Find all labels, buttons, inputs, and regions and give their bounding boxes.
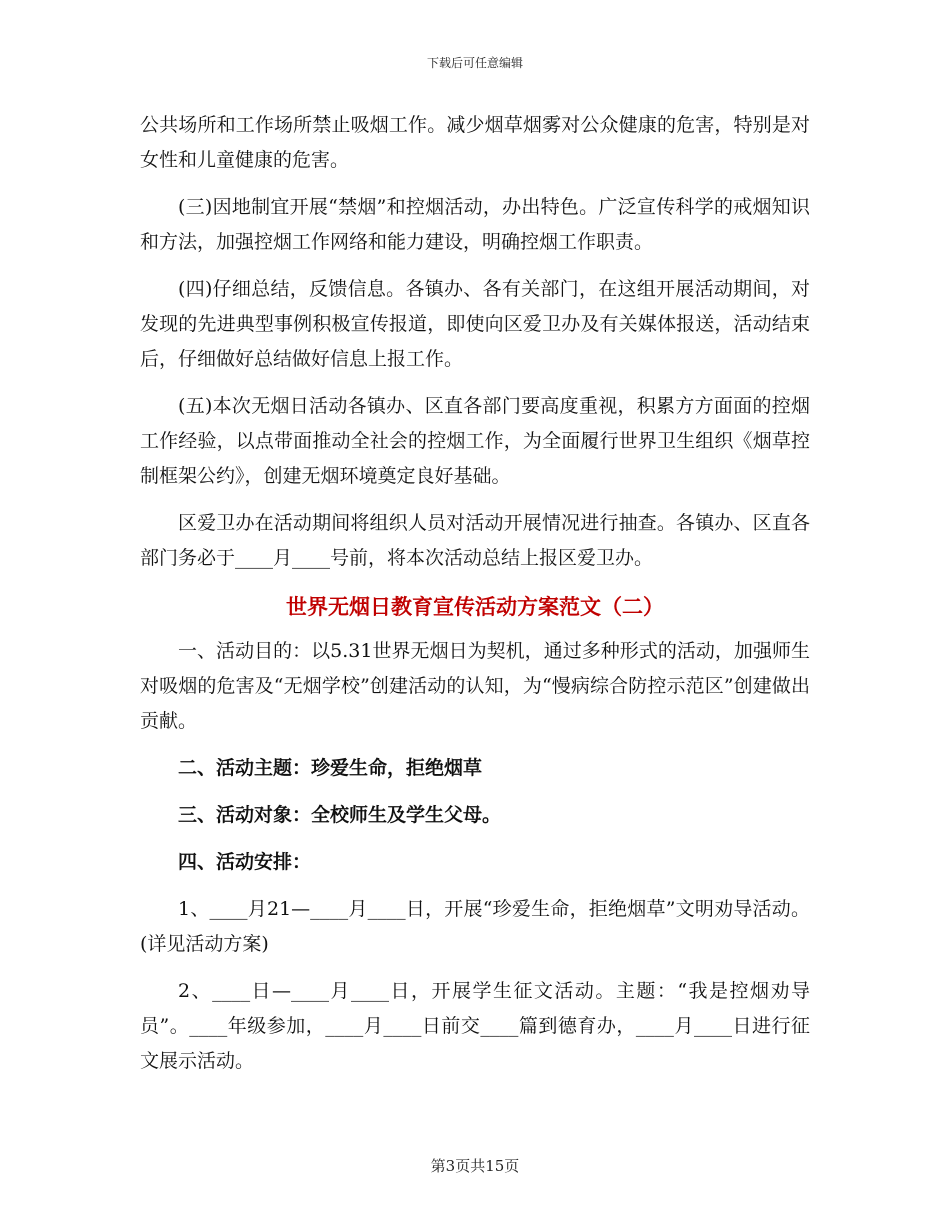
page-footer: 第3页共15页 xyxy=(430,1157,520,1175)
paragraph-inspection: 区爱卫办在活动期间将组织人员对活动开展情况进行抽查。各镇办、区直各部门务必于____月____号前，将本次活动总结上报区爱卫办。 xyxy=(140,512,810,569)
paragraph-purpose: 一、活动目的：以5.31世界无烟日为契机，通过多种形式的活动，加强师生对吸烟的危害及“无烟学校”创建活动的认知，为“慢病综合防控示范区”创建做出贡献。 xyxy=(140,640,810,732)
paragraph-theme: 二、活动主题：珍爱生命，拒绝烟草 xyxy=(178,757,483,779)
paragraph-arrangement-1: 1、____月21—____月____日，开展“珍爱生命，拒绝烟草”文明劝导活动。(详见活动方案) xyxy=(140,898,810,955)
page-header: 下载后可任意编辑 xyxy=(426,56,523,70)
paragraph-item-4: (四)仔细总结，反馈信息。各镇办、各有关部门，在这组开展活动期间，对发现的先进典型事例积极宣传报道，即使向区爱卫办及有关媒体报送，活动结束后，仔细做好总结做好信息上报工作。 xyxy=(140,278,810,370)
document-body xyxy=(140,108,810,1091)
paragraph-arrangement-heading: 四、活动安排： xyxy=(178,851,312,873)
paragraph-item-3: (三)因地制宜开展“禁烟”和控烟活动，办出特色。广泛宣传科学的戒烟知识和方法，加强控烟工作网络和能力建设，明确控烟工作职责。 xyxy=(140,196,810,253)
paragraph-continued: 公共场所和工作场所禁止吸烟工作。减少烟草烟雾对公众健康的危害，特别是对女性和儿童健康的危害。 xyxy=(140,114,810,171)
paragraph-arrangement-2: 2、____日—____月____日，开展学生征文活动。主题：“我是控烟劝导员”。____年级参加，____月____日前交____篇到德育办，____月____日进行征文展示活动。 xyxy=(140,980,810,1072)
paragraph-item-5: (五)本次无烟日活动各镇办、区直各部门要高度重视，积累方方面面的控烟工作经验，以点带面推动全社会的控烟工作，为全面履行世界卫生组织《烟草控制框架公约》，创建无烟环境奠定良好基础。 xyxy=(140,395,810,487)
paragraph-target: 三、活动对象：全校师生及学生父母。 xyxy=(178,804,502,826)
section-title: 世界无烟日教育宣传活动方案范文（二） xyxy=(286,594,664,619)
